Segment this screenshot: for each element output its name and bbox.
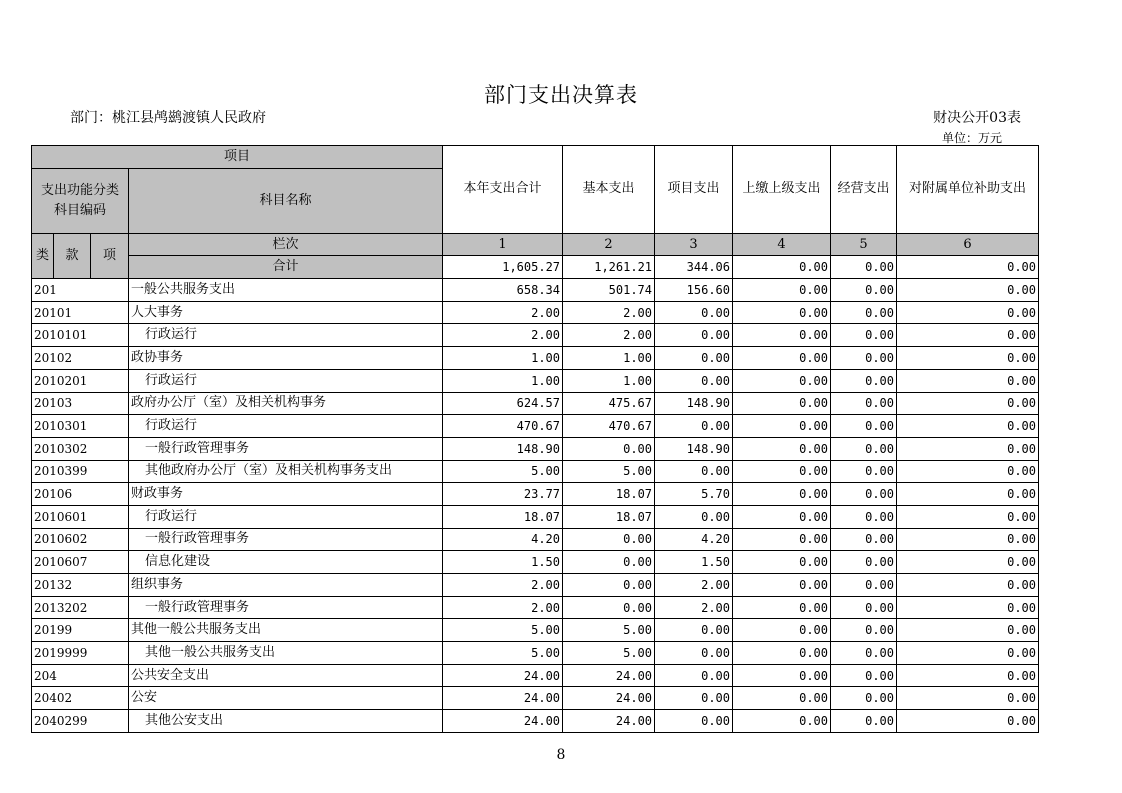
header-col-total: 本年支出合计 [443,146,563,234]
amount-cell: 2.00 [443,574,563,597]
amount-cell: 2.00 [443,324,563,347]
table-row [32,460,1039,483]
amount-cell: 0.00 [897,301,1039,324]
amount-cell: 1.00 [563,347,655,370]
amount-cell: 501.74 [563,279,655,302]
subject-name: 其他一般公共服务支出 [129,619,443,642]
department-label: 部门：桃江县鸬鹚渡镇人民政府 [70,110,266,126]
amount-cell: 0.00 [831,505,897,528]
amount-cell: 0.00 [563,551,655,574]
amount-cell: 0.00 [563,528,655,551]
amount-cell: 0.00 [733,324,831,347]
subject-name: 信息化建设 [129,551,443,574]
subject-code: 2010201 [32,369,129,392]
table-row [32,415,1039,438]
amount-cell: 0.00 [831,619,897,642]
amount-cell: 2.00 [655,574,733,597]
amount-cell: 0.00 [897,687,1039,710]
table-row [32,392,1039,415]
subject-name: 政府办公厅（室）及相关机构事务 [129,392,443,415]
amount-cell: 0.00 [733,369,831,392]
subject-code: 2010399 [32,460,129,483]
subject-name: 一般公共服务支出 [129,279,443,302]
table-row [32,664,1039,687]
subject-name: 行政运行 [129,505,443,528]
amount-cell: 0.00 [655,687,733,710]
amount-cell: 0.00 [831,596,897,619]
amount-cell: 0.00 [831,642,897,665]
amount-cell: 0.00 [733,574,831,597]
amount-cell: 0.00 [897,460,1039,483]
table-row [32,301,1039,324]
header-col-basic: 基本支出 [563,146,655,234]
unit-label: 单位：万元 [941,131,1002,145]
amount-cell: 0.00 [831,347,897,370]
header-n4: 4 [733,233,831,256]
amount-cell: 148.90 [443,437,563,460]
subject-code: 201 [32,279,129,302]
subject-name: 其他一般公共服务支出 [129,642,443,665]
amount-cell: 0.00 [831,324,897,347]
amount-cell: 0.00 [897,574,1039,597]
amount-cell: 2.00 [563,324,655,347]
subject-code: 204 [32,664,129,687]
subject-name: 组织事务 [129,574,443,597]
amount-cell: 0.00 [897,347,1039,370]
amount-cell: 0.00 [831,437,897,460]
amount-cell: 0.00 [831,301,897,324]
header-n1: 1 [443,233,563,256]
amount-cell: 2.00 [443,596,563,619]
table-row [32,710,1039,733]
amount-cell: 0.00 [831,279,897,302]
amount-cell: 0.00 [897,664,1039,687]
amount-cell: 0.00 [655,301,733,324]
amount-cell: 0.00 [733,596,831,619]
subject-code: 2010602 [32,528,129,551]
subject-name: 其他政府办公厅（室）及相关机构事务支出 [129,460,443,483]
form-code-label: 财决公开03表 [933,110,1021,126]
header-lei: 类 [32,233,54,278]
amount-cell: 4.20 [655,528,733,551]
amount-cell: 5.00 [563,642,655,665]
amount-cell: 0.00 [831,664,897,687]
amount-cell: 0.00 [655,505,733,528]
amount-cell: 0.00 [655,324,733,347]
header-n3: 3 [655,233,733,256]
amount-cell: 0.00 [831,528,897,551]
subject-name: 行政运行 [129,369,443,392]
total-cell: 0.00 [831,256,897,279]
table-row [32,642,1039,665]
amount-cell: 475.67 [563,392,655,415]
amount-cell: 0.00 [897,528,1039,551]
amount-cell: 0.00 [897,324,1039,347]
amount-cell: 5.00 [443,642,563,665]
amount-cell: 1.00 [443,347,563,370]
table-row [32,347,1039,370]
subject-code: 20132 [32,574,129,597]
amount-cell: 18.07 [443,505,563,528]
amount-cell: 18.07 [563,505,655,528]
amount-cell: 0.00 [733,279,831,302]
amount-cell: 0.00 [897,642,1039,665]
amount-cell: 0.00 [733,710,831,733]
total-row-label: 合计 [129,256,443,279]
header-project: 项目 [32,146,443,169]
header-kuan: 款 [54,233,91,278]
table-row [32,437,1039,460]
header-xiang: 项 [91,233,129,278]
amount-cell: 24.00 [563,710,655,733]
amount-cell: 0.00 [831,415,897,438]
amount-cell: 0.00 [733,551,831,574]
amount-cell: 0.00 [655,460,733,483]
amount-cell: 1.50 [443,551,563,574]
subject-code: 2010101 [32,324,129,347]
header-n6: 6 [897,233,1039,256]
subject-name: 一般行政管理事务 [129,528,443,551]
header-n5: 5 [831,233,897,256]
amount-cell: 0.00 [733,483,831,506]
amount-cell: 0.00 [563,437,655,460]
amount-cell: 2.00 [563,301,655,324]
subject-code: 2040299 [32,710,129,733]
amount-cell: 0.00 [897,551,1039,574]
table-row [32,619,1039,642]
page-title: 部门支出决算表 [484,83,638,107]
amount-cell: 0.00 [655,415,733,438]
amount-cell: 0.00 [897,596,1039,619]
amount-cell: 5.70 [655,483,733,506]
amount-cell: 0.00 [733,505,831,528]
table-row [32,324,1039,347]
amount-cell: 148.90 [655,437,733,460]
amount-cell: 148.90 [655,392,733,415]
amount-cell: 0.00 [733,664,831,687]
table-row [32,369,1039,392]
total-cell: 1,261.21 [563,256,655,279]
amount-cell: 24.00 [443,710,563,733]
amount-cell: 0.00 [733,687,831,710]
subject-name: 公安 [129,687,443,710]
subject-code: 20199 [32,619,129,642]
amount-cell: 0.00 [655,619,733,642]
amount-cell: 24.00 [443,664,563,687]
amount-cell: 0.00 [897,710,1039,733]
amount-cell: 24.00 [563,664,655,687]
table-row [32,279,1039,302]
table-row [32,687,1039,710]
amount-cell: 0.00 [733,642,831,665]
header-col-subsidy: 对附属单位补助支出 [897,146,1039,234]
amount-cell: 0.00 [897,505,1039,528]
subject-code: 20102 [32,347,129,370]
subject-code: 20103 [32,392,129,415]
amount-cell: 0.00 [831,460,897,483]
table-row [32,528,1039,551]
subject-name: 公共安全支出 [129,664,443,687]
amount-cell: 0.00 [563,596,655,619]
amount-cell: 0.00 [897,619,1039,642]
amount-cell: 0.00 [733,528,831,551]
amount-cell: 0.00 [897,415,1039,438]
subject-name: 财政事务 [129,483,443,506]
table-row [32,551,1039,574]
amount-cell: 0.00 [655,710,733,733]
amount-cell: 470.67 [563,415,655,438]
header-func-code: 支出功能分类 科目编码 [32,168,129,233]
subject-name: 其他公安支出 [129,710,443,733]
subject-name: 人大事务 [129,301,443,324]
subject-code: 20402 [32,687,129,710]
amount-cell: 0.00 [655,347,733,370]
amount-cell: 658.34 [443,279,563,302]
header-col-business: 经营支出 [831,146,897,234]
amount-cell: 0.00 [897,392,1039,415]
amount-cell: 1.50 [655,551,733,574]
amount-cell: 5.00 [563,460,655,483]
amount-cell: 1.00 [443,369,563,392]
subject-name: 行政运行 [129,324,443,347]
amount-cell: 156.60 [655,279,733,302]
header-n2: 2 [563,233,655,256]
subject-code: 2010607 [32,551,129,574]
amount-cell: 0.00 [831,369,897,392]
amount-cell: 0.00 [733,460,831,483]
amount-cell: 0.00 [897,369,1039,392]
amount-cell: 0.00 [831,551,897,574]
total-cell: 344.06 [655,256,733,279]
table-row [32,483,1039,506]
amount-cell: 624.57 [443,392,563,415]
amount-cell: 2.00 [443,301,563,324]
amount-cell: 0.00 [897,483,1039,506]
header-col-project: 项目支出 [655,146,733,234]
total-cell: 0.00 [733,256,831,279]
total-cell: 1,605.27 [443,256,563,279]
amount-cell: 24.00 [443,687,563,710]
amount-cell: 0.00 [733,392,831,415]
amount-cell: 5.00 [443,619,563,642]
subject-name: 一般行政管理事务 [129,437,443,460]
subject-code: 2019999 [32,642,129,665]
amount-cell: 0.00 [733,347,831,370]
subject-code: 20106 [32,483,129,506]
amount-cell: 0.00 [831,710,897,733]
amount-cell: 0.00 [897,279,1039,302]
table-row [32,574,1039,597]
amount-cell: 0.00 [831,687,897,710]
subject-code: 2010302 [32,437,129,460]
amount-cell: 0.00 [655,642,733,665]
amount-cell: 0.00 [897,437,1039,460]
amount-cell: 0.00 [733,415,831,438]
amount-cell: 0.00 [655,664,733,687]
table-row [32,505,1039,528]
subject-name: 行政运行 [129,415,443,438]
amount-cell: 0.00 [831,483,897,506]
amount-cell: 0.00 [733,619,831,642]
amount-cell: 0.00 [655,369,733,392]
amount-cell: 0.00 [733,437,831,460]
amount-cell: 2.00 [655,596,733,619]
subject-name: 政协事务 [129,347,443,370]
amount-cell: 24.00 [563,687,655,710]
amount-cell: 0.00 [563,574,655,597]
header-lanci: 栏次 [129,233,443,256]
subject-code: 2010301 [32,415,129,438]
amount-cell: 5.00 [563,619,655,642]
amount-cell: 1.00 [563,369,655,392]
amount-cell: 0.00 [831,392,897,415]
subject-code: 2013202 [32,596,129,619]
amount-cell: 5.00 [443,460,563,483]
amount-cell: 4.20 [443,528,563,551]
amount-cell: 0.00 [831,574,897,597]
expenditure-table [31,145,1039,733]
header-subject-name: 科目名称 [129,168,443,233]
subject-name: 一般行政管理事务 [129,596,443,619]
total-cell: 0.00 [897,256,1039,279]
subject-code: 2010601 [32,505,129,528]
amount-cell: 0.00 [733,301,831,324]
page-number: 8 [556,747,566,763]
amount-cell: 470.67 [443,415,563,438]
amount-cell: 23.77 [443,483,563,506]
header-col-upper: 上缴上级支出 [733,146,831,234]
amount-cell: 18.07 [563,483,655,506]
subject-code: 20101 [32,301,129,324]
table-row [32,596,1039,619]
